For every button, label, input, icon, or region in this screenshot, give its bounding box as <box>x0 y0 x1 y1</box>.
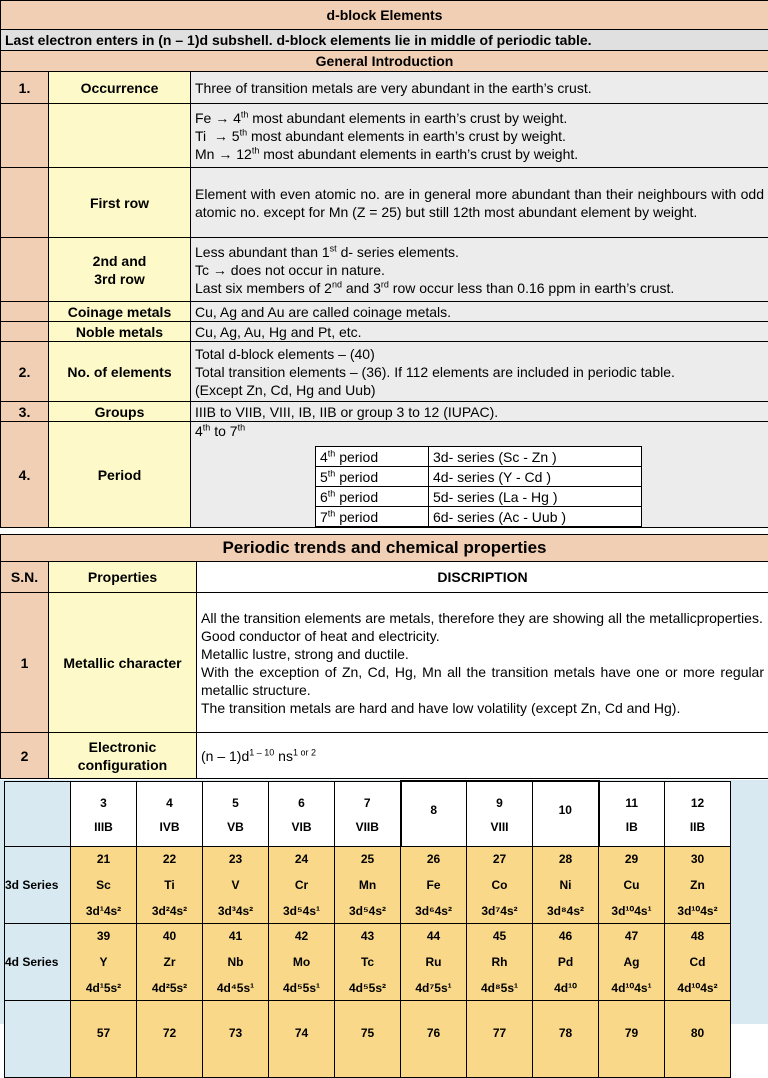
atomic-number: 80 <box>665 1026 730 1040</box>
electron-configuration: 4d¹5s² <box>71 981 136 995</box>
second-row-description: Less abundant than 1st d- series elements. Tc → does not occur in nature. Last six members of 2nd and 3rd row occur less than 0.16 ppm in earth’s crust. <box>191 238 768 302</box>
element-cell <box>335 1001 401 1078</box>
row-number: 2 <box>1 733 49 779</box>
atomic-number: 23 <box>203 852 268 866</box>
electron-configuration: 4d⁸5s¹ <box>467 981 532 995</box>
element-symbol: Ti <box>137 878 202 892</box>
element-cell <box>203 1001 269 1078</box>
row-number-blank <box>1 302 49 322</box>
element-cell <box>269 1001 335 1078</box>
property-coinage-metals: Coinage metals <box>49 302 191 322</box>
property-no-of-elements: No. of elements <box>49 342 191 402</box>
section-periodic-trends: Periodic trends and chemical properties <box>1 535 768 562</box>
atomic-number: 48 <box>665 929 730 943</box>
atomic-number: 25 <box>335 852 400 866</box>
electron-configuration: 3d⁶4s² <box>401 904 466 918</box>
row-number-blank <box>1 238 49 302</box>
group-name: IIIB <box>71 820 136 834</box>
series-row <box>5 847 731 924</box>
element-symbol: Tc <box>335 955 400 969</box>
electron-configuration: 4d⁵5s² <box>335 981 400 995</box>
group-header <box>203 781 269 847</box>
abundance-line: Fe → 4th most abundant elements in earth’s crust by weight. <box>195 109 764 127</box>
period-row: 4th period 3d- series (Sc - Zn ) <box>316 447 642 467</box>
element-cell <box>599 924 665 1001</box>
atomic-number: 28 <box>533 852 598 866</box>
element-cell <box>71 924 137 1001</box>
group-name: IVB <box>137 820 202 834</box>
period-series-table <box>315 446 642 527</box>
atomic-number: 26 <box>401 852 466 866</box>
element-symbol: Rh <box>467 955 532 969</box>
element-symbol: Mo <box>269 955 334 969</box>
group-number: 7 <box>335 796 400 810</box>
element-cell <box>665 1001 731 1078</box>
group-header <box>137 781 203 847</box>
row-number: 2. <box>1 342 49 402</box>
period-range: 4th to 7th <box>195 422 764 440</box>
element-cell <box>533 924 599 1001</box>
group-name: VIB <box>269 820 334 834</box>
atomic-number: 22 <box>137 852 202 866</box>
first-row-description: Element with even atomic no. are in general more abundant than their neighbours with odd atomic no. except for Mn (Z = 25) but still 12th most abundant element by weight. <box>191 168 768 238</box>
electron-configuration: 4d¹⁰4s¹ <box>599 981 664 995</box>
element-symbol: Fe <box>401 878 466 892</box>
atomic-number: 74 <box>269 1026 334 1040</box>
group-name: VIII <box>467 820 532 834</box>
property-groups: Groups <box>49 402 191 422</box>
element-grid <box>4 780 731 1078</box>
group-number: 6 <box>269 796 334 810</box>
element-symbol: Cu <box>599 878 664 892</box>
series-label: 4d Series <box>5 924 71 1001</box>
element-symbol: Zn <box>665 878 730 892</box>
property-first-row: First row <box>49 168 191 238</box>
atomic-number: 76 <box>401 1026 466 1040</box>
group-header <box>467 781 533 847</box>
electron-configuration: 3d²4s² <box>137 904 202 918</box>
page-subtitle: Last electron enters in (n – 1)d subshell. d-block elements lie in middle of periodic table. <box>1 30 768 51</box>
element-cell <box>665 924 731 1001</box>
element-symbol: Sc <box>71 878 136 892</box>
atomic-number: 40 <box>137 929 202 943</box>
atomic-number: 78 <box>533 1026 598 1040</box>
periodic-trends-table <box>0 534 768 779</box>
group-name: VB <box>203 820 268 834</box>
atomic-number: 57 <box>71 1026 136 1040</box>
element-symbol: Nb <box>203 955 268 969</box>
property-period: Period <box>49 422 191 528</box>
electron-configuration: 3d⁸4s² <box>533 904 598 918</box>
element-symbol: Cd <box>665 955 730 969</box>
no-of-elements-description: Total d-block elements – (40) Total transition elements – (36). If 112 elements are included in periodic table. (Except Zn, Cd, Hg and Uub) <box>191 342 768 402</box>
section-general-introduction: General Introduction <box>1 51 768 72</box>
row-number: 1. <box>1 72 49 104</box>
electron-configuration: 3d⁵4s¹ <box>269 904 334 918</box>
period-row: 5th period 4d- series (Y - Cd ) <box>316 467 642 487</box>
period-row: 7th period 6d- series (Ac - Uub ) <box>316 507 642 527</box>
property-occurrence: Occurrence <box>49 72 191 104</box>
group-header <box>335 781 401 847</box>
atomic-number: 41 <box>203 929 268 943</box>
group-number: 5 <box>203 796 268 810</box>
period-description <box>191 422 768 528</box>
atomic-number: 72 <box>137 1026 202 1040</box>
element-cell <box>401 1001 467 1078</box>
element-cell <box>137 924 203 1001</box>
noble-description: Cu, Ag, Au, Hg and Pt, etc. <box>191 322 768 342</box>
element-symbol: Zr <box>137 955 202 969</box>
group-header <box>269 781 335 847</box>
configuration-formula: $(n - 1)d^{1 - 10}$ $ns^{1 or 2}$ <box>197 733 768 779</box>
grid-corner <box>5 781 71 847</box>
element-symbol: V <box>203 878 268 892</box>
element-cell <box>335 924 401 1001</box>
atomic-number: 29 <box>599 852 664 866</box>
row-number: 3. <box>1 402 49 422</box>
atomic-number: 43 <box>335 929 400 943</box>
general-intro-table <box>0 0 768 528</box>
electron-configuration: 3d⁷4s² <box>467 904 532 918</box>
element-cell <box>533 847 599 924</box>
atomic-number: 73 <box>203 1026 268 1040</box>
atomic-number: 21 <box>71 852 136 866</box>
occurrence-description: Three of transition metals are very abundant in the earth’s crust. <box>191 72 768 104</box>
electron-configuration: 4d⁵5s¹ <box>269 981 334 995</box>
atomic-number: 27 <box>467 852 532 866</box>
element-symbol: Ru <box>401 955 466 969</box>
group-name: IIB <box>665 820 730 834</box>
atomic-number: 46 <box>533 929 598 943</box>
element-symbol: Ag <box>599 955 664 969</box>
element-symbol: Co <box>467 878 532 892</box>
electron-configuration: 3d⁵4s² <box>335 904 400 918</box>
electron-configuration: 3d³4s² <box>203 904 268 918</box>
atomic-number: 44 <box>401 929 466 943</box>
atomic-number: 75 <box>335 1026 400 1040</box>
element-cell <box>599 847 665 924</box>
atomic-number: 45 <box>467 929 532 943</box>
page-title: d-block Elements <box>1 1 768 30</box>
element-cell <box>203 847 269 924</box>
element-cell <box>467 847 533 924</box>
property-blank <box>49 104 191 168</box>
metallic-description: All the transition elements are metals, therefore they are showing all the metallicproperties. Good conductor of heat and electricity. Metallic lustre, strong and ductile. With the exception of Zn, Cd, Hg, Mn all the transition metals have one or more regular metallic structure. The transition metals are hard and have low volatility (except Zn, Cd and Hg). <box>197 593 768 733</box>
column-header-properties: Properties <box>49 562 197 593</box>
electron-configuration: 4d¹⁰ <box>533 981 598 995</box>
element-cell <box>335 847 401 924</box>
row-number-blank <box>1 168 49 238</box>
property-noble-metals: Noble metals <box>49 322 191 342</box>
column-header-description: DISCRIPTION <box>197 562 768 593</box>
atomic-number: 79 <box>599 1026 664 1040</box>
element-cell <box>599 1001 665 1078</box>
electron-configuration: 4d²5s² <box>137 981 202 995</box>
series-label <box>5 1001 71 1078</box>
row-number: 1 <box>1 593 49 733</box>
element-symbol: Mn <box>335 878 400 892</box>
element-symbol: Ni <box>533 878 598 892</box>
group-header <box>599 781 665 847</box>
property-metallic-character: Metallic character <box>49 593 197 733</box>
element-cell <box>203 924 269 1001</box>
element-symbol: Pd <box>533 955 598 969</box>
element-cell <box>467 924 533 1001</box>
element-cell <box>137 847 203 924</box>
group-header <box>665 781 731 847</box>
atomic-number: 30 <box>665 852 730 866</box>
group-name: IB <box>600 820 665 834</box>
group-header <box>71 781 137 847</box>
electron-configuration: 3d¹4s² <box>71 904 136 918</box>
element-cell <box>269 924 335 1001</box>
group-name: VIIB <box>335 820 400 834</box>
group-number: 3 <box>71 796 136 810</box>
atomic-number: 77 <box>467 1026 532 1040</box>
electron-configuration: 4d⁴5s¹ <box>203 981 268 995</box>
element-symbol: Cr <box>269 878 334 892</box>
property-second-third-row: 2nd and 3rd row <box>49 238 191 302</box>
element-cell <box>467 1001 533 1078</box>
property-electronic-configuration: Electronic configuration <box>49 733 197 779</box>
element-cell <box>269 847 335 924</box>
atomic-number: 42 <box>269 929 334 943</box>
element-cell <box>665 847 731 924</box>
abundance-list <box>191 104 768 168</box>
series-label: 3d Series <box>5 847 71 924</box>
column-header-sn: S.N. <box>1 562 49 593</box>
group-number: 8 <box>402 803 467 817</box>
element-cell <box>401 924 467 1001</box>
element-cell <box>71 847 137 924</box>
element-cell <box>137 1001 203 1078</box>
series-row <box>5 1001 731 1078</box>
row-number-blank <box>1 104 49 168</box>
group-number: 4 <box>137 796 202 810</box>
element-symbol: Y <box>71 955 136 969</box>
group-header <box>401 781 467 847</box>
atomic-number: 39 <box>71 929 136 943</box>
series-row <box>5 924 731 1001</box>
electron-configuration: 4d¹⁰4s² <box>665 981 730 995</box>
electron-configuration: 4d⁷5s¹ <box>401 981 466 995</box>
group-number: 9 <box>467 796 532 810</box>
d-block-periodic-table <box>0 780 768 1024</box>
electron-configuration: 3d¹⁰4s¹ <box>599 904 664 918</box>
element-cell <box>401 847 467 924</box>
group-number: 10 <box>533 803 598 817</box>
groups-description: IIIB to VIIB, VIII, IB, IIB or group 3 to 12 (IUPAC). <box>191 402 768 422</box>
atomic-number: 24 <box>269 852 334 866</box>
row-number: 4. <box>1 422 49 528</box>
element-cell <box>533 1001 599 1078</box>
group-header <box>533 781 599 847</box>
electron-configuration: 3d¹⁰4s² <box>665 904 730 918</box>
abundance-line: Ti → 5th most abundant elements in earth’s crust by weight. <box>195 127 764 145</box>
period-row: 6th period 5d- series (La - Hg ) <box>316 487 642 507</box>
atomic-number: 47 <box>599 929 664 943</box>
coinage-description: Cu, Ag and Au are called coinage metals. <box>191 302 768 322</box>
group-number: 12 <box>665 796 730 810</box>
row-number-blank <box>1 322 49 342</box>
element-cell <box>71 1001 137 1078</box>
abundance-line: Mn → 12th most abundant elements in earth’s crust by weight. <box>195 145 764 163</box>
group-number: 11 <box>600 796 665 810</box>
